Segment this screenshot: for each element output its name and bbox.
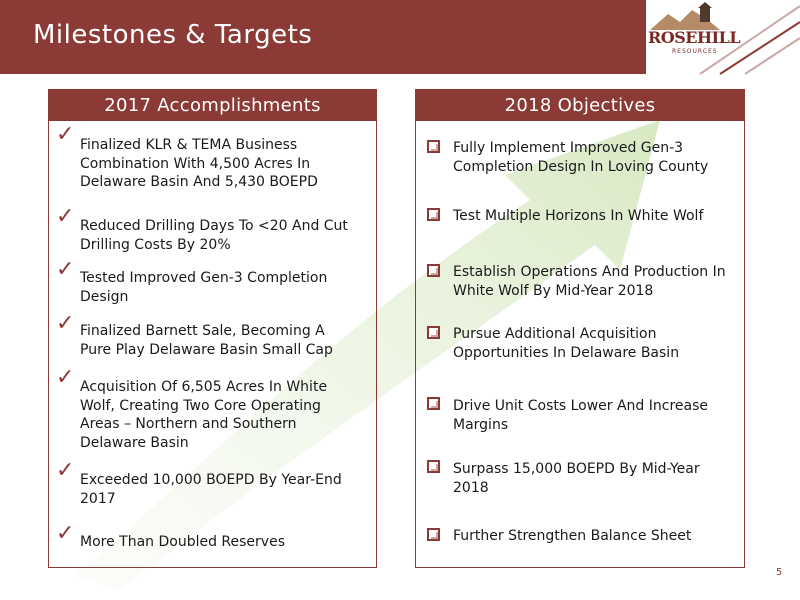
accomplishment-item: Finalized Barnett Sale, Becoming A Pure Play Delaware Basin Small Cap bbox=[80, 323, 333, 358]
accomplishment-item: Exceeded 10,000 BOEPD By Year-End 2017 bbox=[80, 472, 342, 507]
checkmark-icon: ✓ bbox=[56, 458, 75, 483]
accomplishments-heading: 2017 Accomplishments bbox=[49, 90, 376, 121]
accomplishment-item: Tested Improved Gen-3 Completion Design bbox=[80, 270, 328, 305]
checkmark-icon: ✓ bbox=[56, 365, 75, 390]
objective-item: Test Multiple Horizons In White Wolf bbox=[453, 208, 704, 224]
checkbox-icon bbox=[427, 326, 440, 339]
checkbox-icon bbox=[427, 264, 440, 277]
objectives-heading: 2018 Objectives bbox=[416, 90, 744, 121]
checkbox-icon bbox=[427, 528, 440, 541]
objective-item: Surpass 15,000 BOEPD By Mid-Year 2018 bbox=[453, 461, 700, 496]
logo-subtitle: RESOURCES bbox=[672, 48, 718, 55]
checkbox-icon bbox=[427, 460, 440, 473]
checkmark-icon: ✓ bbox=[56, 204, 75, 229]
objective-item: Pursue Additional Acquisition Opportunities In Delaware Basin bbox=[453, 326, 680, 361]
checkbox-icon bbox=[427, 397, 440, 410]
checkmark-icon: ✓ bbox=[56, 257, 75, 282]
checkmark-icon: ✓ bbox=[56, 521, 75, 546]
page-title: Milestones & Targets bbox=[33, 20, 313, 50]
accomplishment-item: Reduced Drilling Days To <20 And Cut Drilling Costs By 20% bbox=[80, 218, 348, 253]
objective-item: Fully Implement Improved Gen-3 Completion Design In Loving County bbox=[453, 140, 709, 175]
rosehill-logo-icon bbox=[650, 2, 720, 30]
objective-item: Further Strengthen Balance Sheet bbox=[453, 528, 692, 544]
accomplishment-item: Acquisition Of 6,505 Acres In White Wolf, Creating Two Core Operating Areas – Northern and Southern Delaware Basin bbox=[80, 379, 328, 451]
logo-name: ROSEHILL bbox=[648, 28, 741, 47]
checkbox-icon bbox=[427, 140, 440, 153]
objective-item: Establish Operations And Production In White Wolf By Mid-Year 2018 bbox=[453, 264, 726, 299]
checkmark-icon: ✓ bbox=[56, 311, 75, 336]
page-number: 5 bbox=[776, 567, 783, 578]
checkmark-icon: ✓ bbox=[56, 122, 75, 147]
objective-item: Drive Unit Costs Lower And Increase Margins bbox=[453, 398, 709, 433]
checkbox-icon bbox=[427, 208, 440, 221]
accomplishment-item: More Than Doubled Reserves bbox=[80, 534, 285, 550]
accomplishment-item: Finalized KLR & TEMA Business Combination With 4,500 Acres In Delaware Basin And 5,430 BOEPD bbox=[80, 137, 318, 190]
